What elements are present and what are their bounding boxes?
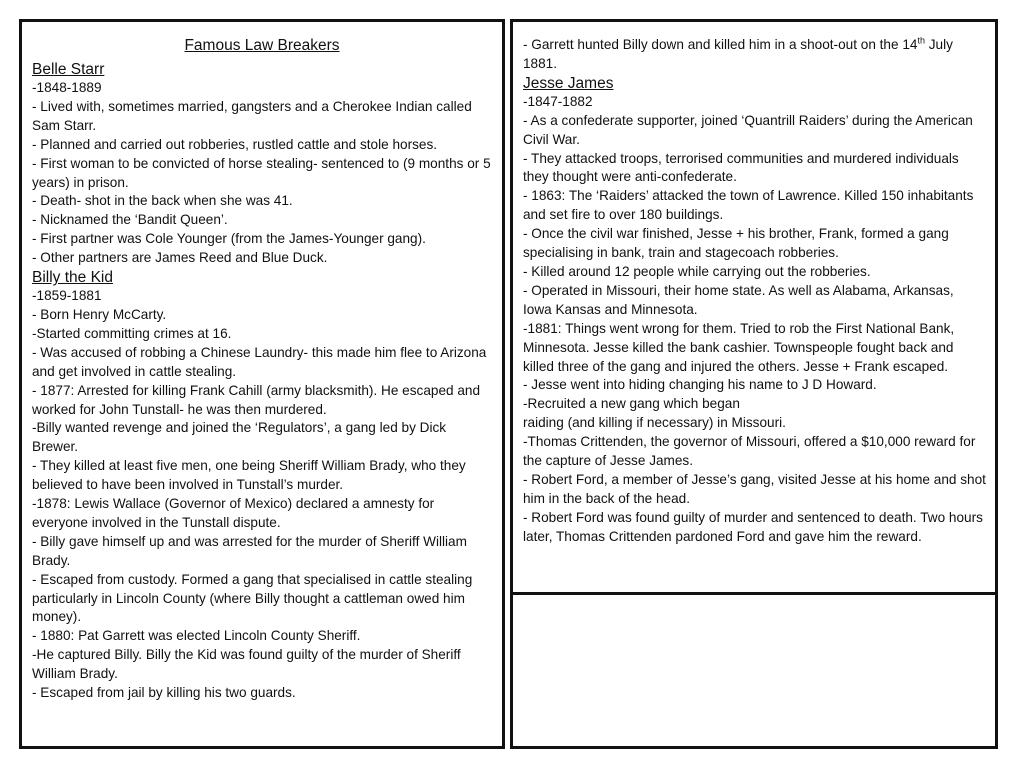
heading-jesse-james: Jesse James (523, 74, 614, 92)
billy-line: - Escaped from custody. Formed a gang that specialised in cattle stealing particularly in Lincoln County (where Billy thought a cattleman owed him money). (32, 571, 473, 625)
right-bottom-panel (510, 592, 998, 749)
billy-line: - 1880: Pat Garrett was elected Lincoln County Sheriff. (32, 628, 361, 644)
garrett-text-end: July 1881. (523, 37, 953, 71)
billy-line: - Was accused of robbing a Chinese Laundry- this made him flee to Arizona and get involved in cattle stealing. (32, 344, 487, 379)
belle-line: - Planned and carried out robberies, rustled cattle and stole horses. (32, 136, 438, 152)
jesse-line: - Killed around 12 people while carrying out the robberies. (523, 263, 871, 279)
billy-line: -Started committing crimes at 16. (32, 325, 232, 341)
right-top-panel (510, 19, 998, 595)
belle-line: - Other partners are James Reed and Blue Duck. (32, 250, 328, 266)
belle-line: - Lived with, sometimes married, gangsters and a Cherokee Indian called Sam Starr. (32, 98, 472, 133)
belle-line: - Death- shot in the back when she was 41. (32, 193, 293, 209)
ordinal-suffix: th (917, 35, 925, 46)
jesse-line: - 1863: The ‘Raiders’ attacked the town of Lawrence. Killed 150 inhabitants and set fire to over 180 buildings. (523, 188, 974, 223)
belle-line: - First woman to be convicted of horse stealing- sentenced to (9 months or 5 years) in prison. (32, 155, 491, 190)
heading-billy-the-kid: Billy the Kid (32, 269, 113, 287)
jesse-line: - Operated in Missouri, their home state. As well as Alabama, Arkansas, Iowa Kansas and Minnesota. (523, 282, 954, 317)
billy-line: -1878: Lewis Wallace (Governor of Mexico) declared a amnesty for everyone involved in the Tunstall dispute. (32, 496, 435, 530)
billy-line: -He captured Billy. Billy the Kid was found guilty of the murder of Sheriff William Brady. (32, 647, 461, 682)
left-panel (19, 19, 505, 749)
jesse-line: -1881: Things went wrong for them. Tried to rob the First National Bank, Minnesota. Jesse killed the bank cashier. Townspeople fought back and killed three of the gang and injured the others. Jesse + Frank escaped. (523, 320, 955, 374)
jesse-line: - As a confederate supporter, joined ‘Quantrill Raiders’ during the American Civil War. (523, 112, 973, 147)
page-title: Famous Law Breakers (184, 37, 340, 54)
jesse-line: -Thomas Crittenden, the governor of Missouri, offered a $10,000 reward for the capture of Jesse James. (523, 434, 976, 469)
jesse-line: raiding (and killing if necessary) in Missouri. (523, 415, 786, 431)
jesse-line: - Robert Ford was found guilty of murder and sentenced to death. Two hours later, Thomas Crittenden pardoned Ford and gave him the reward. (523, 509, 983, 544)
billy-line: - Escaped from jail by killing his two guards. (32, 685, 296, 701)
billy-line: -Billy wanted revenge and joined the ‘Regulators’, a gang led by Dick Brewer. (32, 420, 447, 455)
belle-line: -1848-1889 (32, 80, 102, 95)
billy-line: - Billy gave himself up and was arrested for the murder of Sheriff William Brady. (32, 533, 467, 568)
garrett-line (523, 36, 986, 74)
billy-line: - They killed at least five men, one being Sheriff William Brady, who they believed to have been involved in Tunstall’s murder. (32, 458, 466, 493)
jesse-line: - They attacked troops, terrorised communities and murdered individuals they thought were anti-confederate. (523, 150, 959, 185)
billy-line: - Born Henry McCarty. (32, 306, 167, 322)
garrett-text: - Garrett hunted Billy down and killed him in a shoot-out on the 14 (523, 37, 918, 52)
jesse-line: - Jesse went into hiding changing his name to J D Howard. (523, 377, 877, 393)
jesse-line: - Once the civil war finished, Jesse + his brother, Frank, formed a gang specialising in bank, train and stagecoach robberies. (523, 226, 949, 261)
billy-line: - 1877: Arrested for killing Frank Cahill (army blacksmith). He escaped and worked for John Tunstall- he was then murdered. (32, 382, 481, 417)
jesse-line: -Recruited a new gang which began (523, 396, 740, 412)
jesse-line: - Robert Ford, a member of Jesse’s gang, visited Jesse at his home and shot him in the back of the head. (523, 471, 986, 506)
billy-line: -1859-1881 (32, 288, 102, 304)
belle-line: - Nicknamed the ‘Bandit Queen’. (32, 212, 228, 228)
heading-belle-starr: Belle Starr (32, 61, 105, 78)
jesse-line: -1847-1882 (523, 93, 593, 109)
belle-line: - First partner was Cole Younger (from the James-Younger gang). (32, 231, 426, 247)
